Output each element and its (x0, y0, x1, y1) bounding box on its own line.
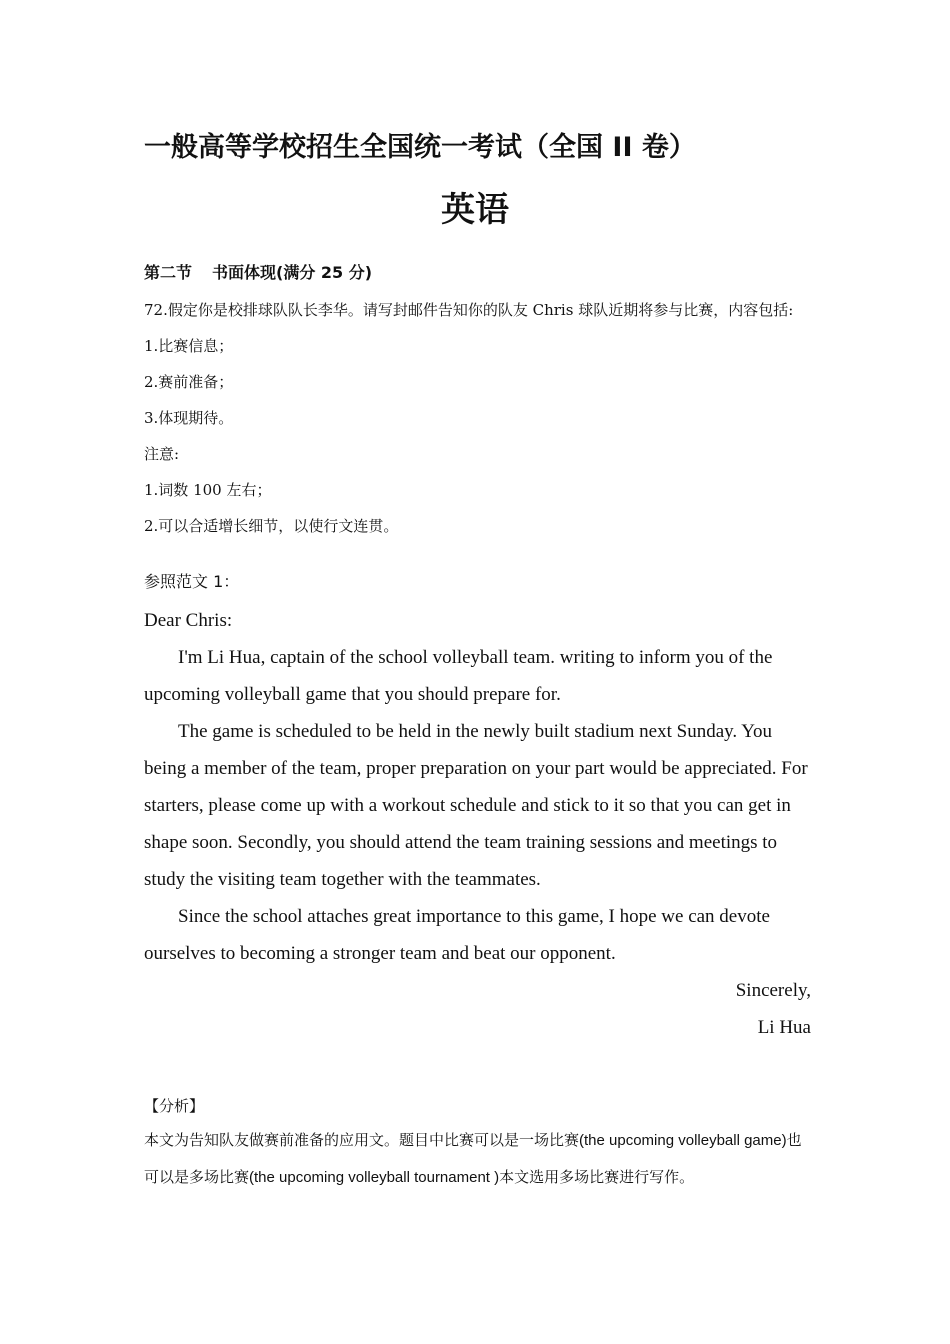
prompt-line: 注意: (144, 445, 180, 463)
prompt-line: 2.可以合适增长细节，以使行文连贯。 (144, 517, 399, 535)
letter-salutation: Dear Chris: (144, 610, 233, 631)
section-text: 书面体现(满分 25 分) (212, 263, 373, 282)
letter-paragraph: I'm Li Hua, captain of the school volleyball team. writing to inform you of the upcoming volleyball game that you should prepare for. (144, 647, 773, 705)
letter-paragraph: Since the school attaches great importance to this game, I hope we can devote ourselves to becoming a stronger team and beat our opponent. (144, 906, 770, 964)
letter-signature: Li Hua (757, 1017, 811, 1038)
prompt-line: 72.假定你是校排球队队长李华。请写封邮件告知你的队友 Chris 球队近期将参与比赛，内容包括: (144, 301, 794, 319)
letter-closing: Sincerely, (735, 980, 811, 1001)
analysis-heading: 【分析】 (144, 1097, 205, 1115)
prompt-line: 1.比赛信息； (144, 337, 234, 355)
sample-letter (144, 602, 809, 1046)
writing-prompt (144, 292, 814, 544)
subject-heading: 英语 (441, 190, 509, 230)
reference-label: 参照范文 1： (144, 572, 240, 591)
prompt-line: 1.词数 100 左右； (144, 481, 272, 499)
analysis-text: 本文为告知队友做赛前准备的应用文。题目中比赛可以是一场比赛(the upcoming volleyball game)也可以是多场比赛(the upcoming volleyball tournament )本文选用多场比赛进行写作。 (144, 1132, 802, 1186)
exam-title: 一般高等学校招生全国统一考试（全国 II 卷） (144, 132, 696, 163)
prompt-line: 3.体现期待。 (144, 409, 234, 427)
letter-paragraph: The game is scheduled to be held in the newly built stadium next Sunday. You being a member of the team, proper preparation on your part would be appreciated. For starters, please come up with a workout schedule and stick to it so that you can get in shape soon. Secondly, you should attend the team training sessions and meetings to study the visiting team together with the teammates. (144, 721, 808, 890)
prompt-line: 2.赛前准备； (144, 373, 234, 391)
section-label: 第二节 (144, 263, 193, 282)
section-heading (144, 260, 372, 286)
